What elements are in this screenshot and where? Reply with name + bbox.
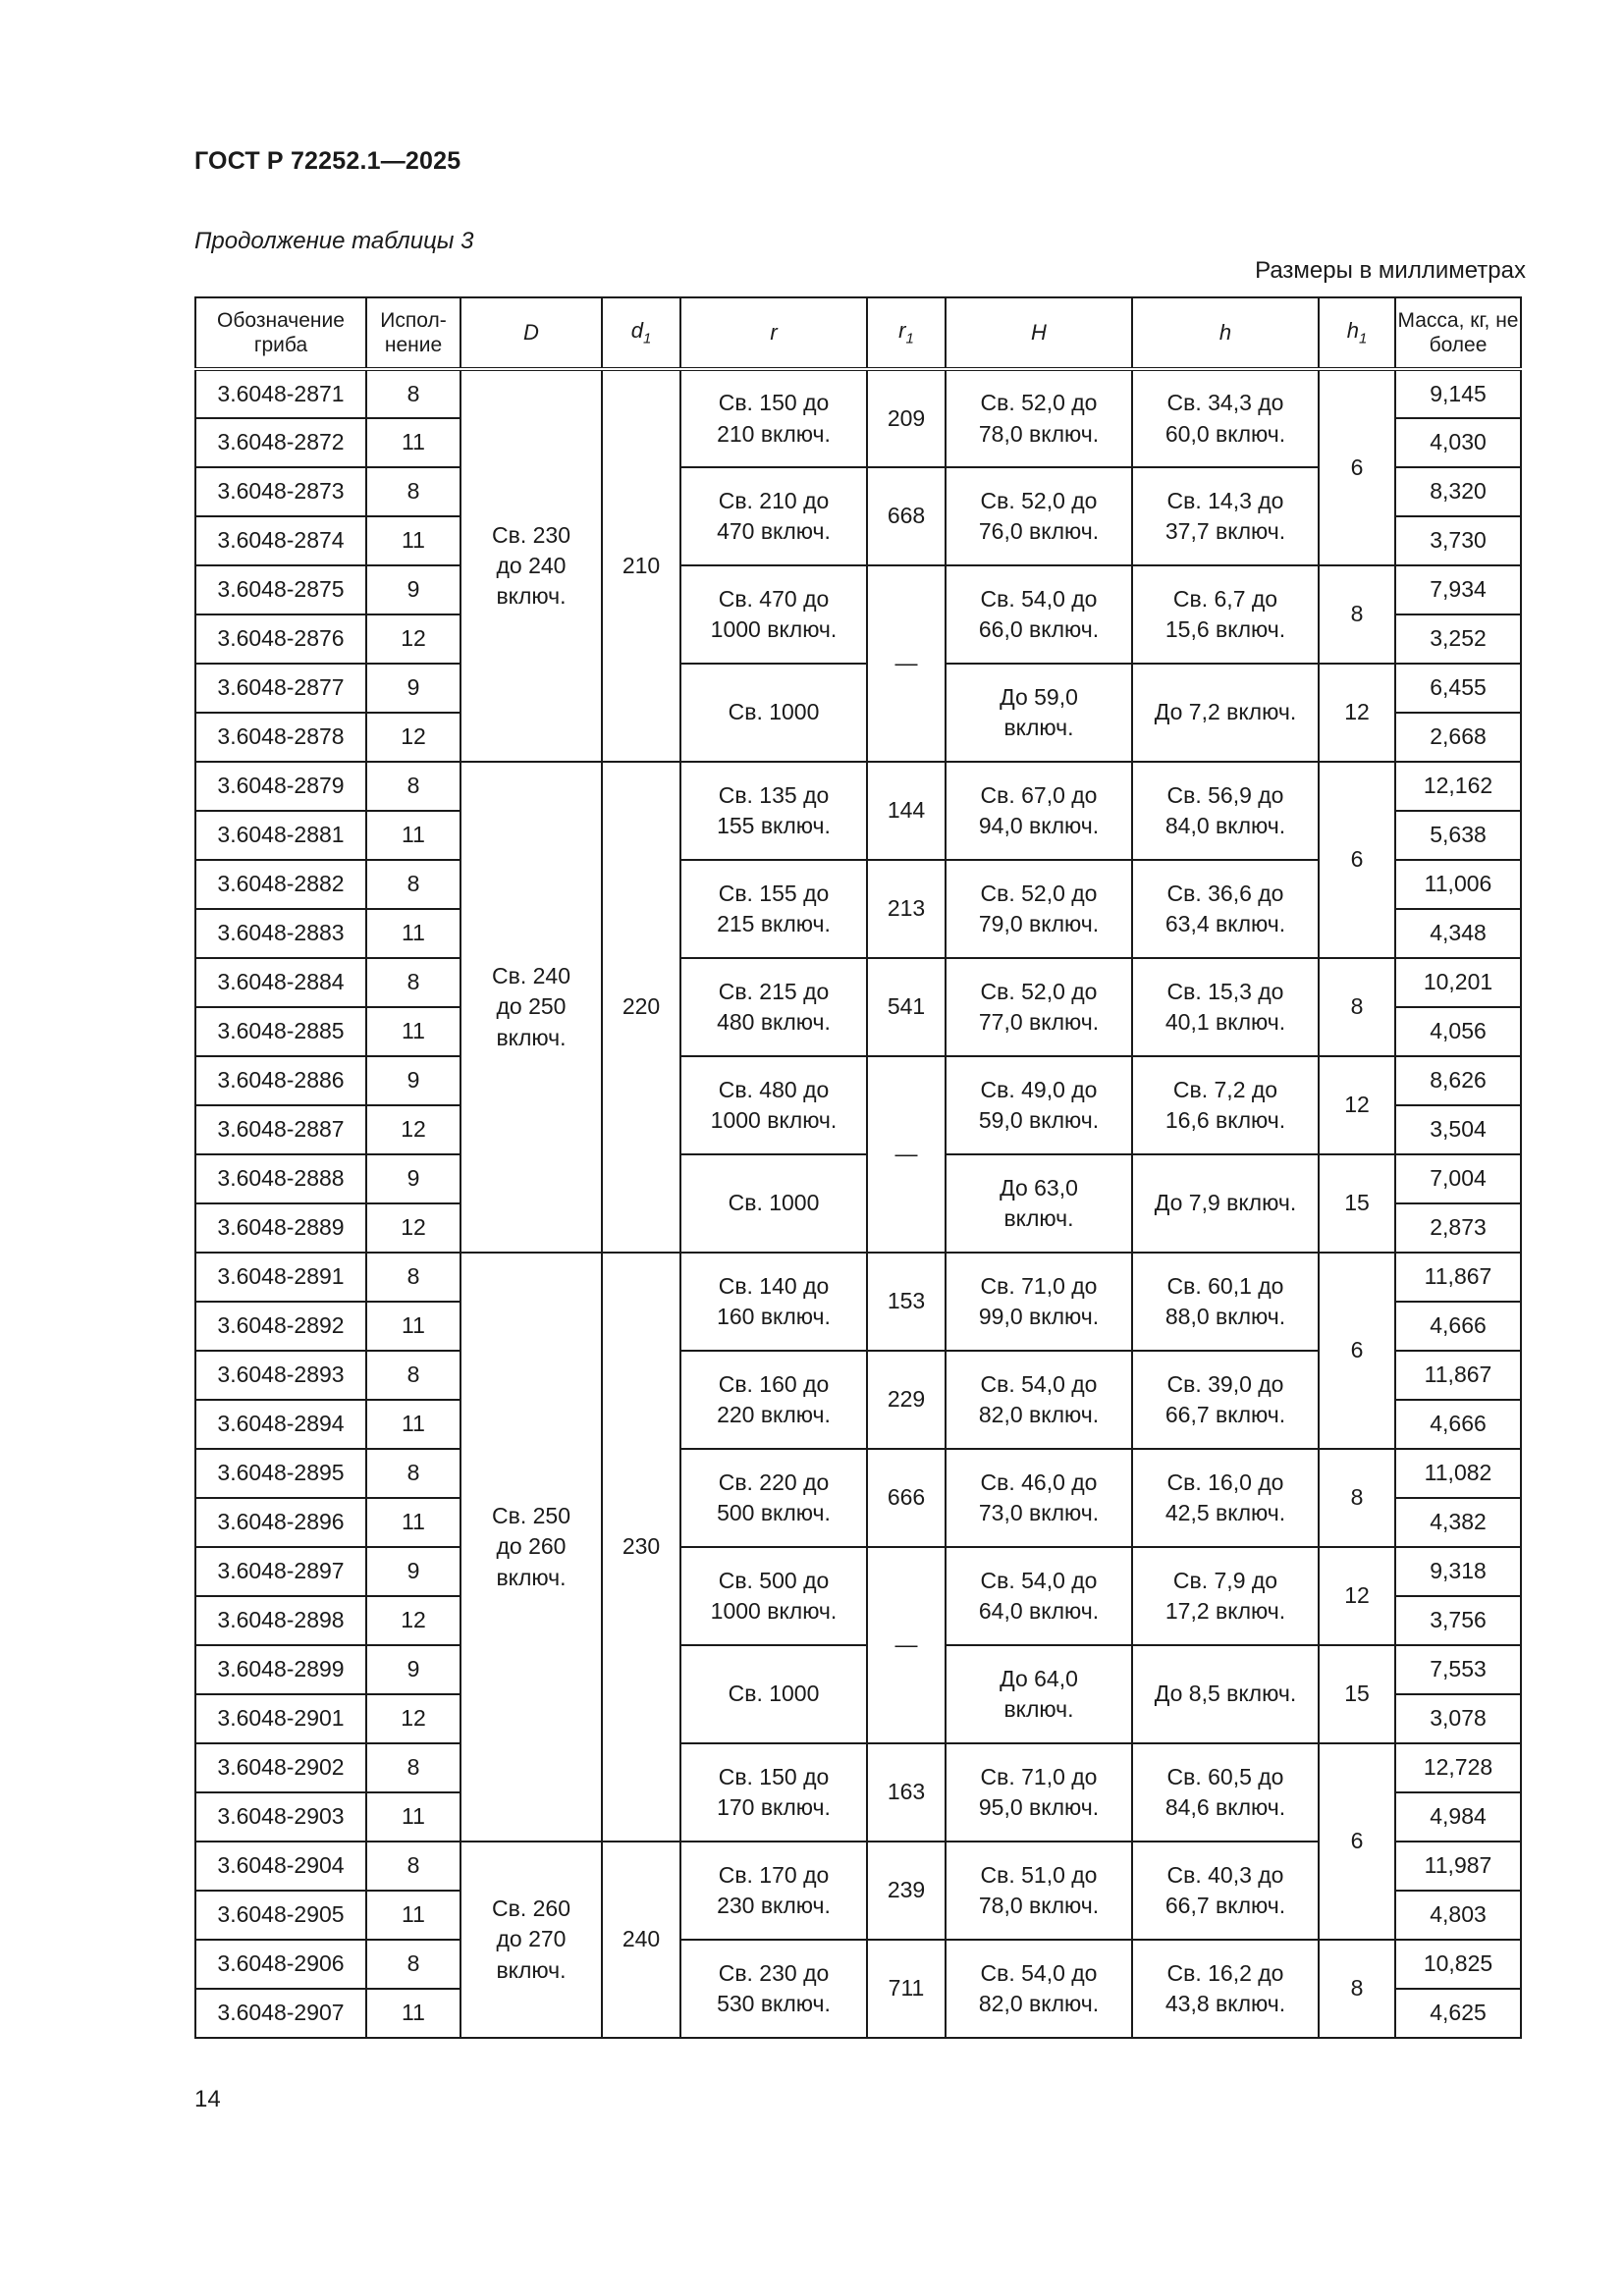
cell-h1: 8 [1319,958,1395,1056]
cell-H: Св. 51,0 до 78,0 включ. [946,1842,1132,1940]
cell-r1: 711 [867,1940,946,2038]
cell-r: Св. 470 до 1000 включ. [680,565,867,664]
cell-designation: 3.6048-2904 [195,1842,366,1891]
cell-H: Св. 71,0 до 95,0 включ. [946,1743,1132,1842]
cell-h1: 12 [1319,664,1395,762]
cell-D: Св. 230 до 240 включ. [460,369,602,762]
cell-designation: 3.6048-2872 [195,418,366,467]
table-row [195,762,1521,811]
cell-r: Св. 500 до 1000 включ. [680,1547,867,1645]
cell-version: 8 [366,860,460,909]
cell-designation: 3.6048-2882 [195,860,366,909]
cell-version: 8 [366,1449,460,1498]
cell-mass: 9,318 [1395,1547,1521,1596]
cell-designation: 3.6048-2874 [195,516,366,565]
units-note: Размеры в миллиметрах [1255,257,1526,284]
cell-designation: 3.6048-2895 [195,1449,366,1498]
cell-h: Св. 56,9 до 84,0 включ. [1132,762,1319,860]
cell-designation: 3.6048-2886 [195,1056,366,1105]
cell-designation: 3.6048-2893 [195,1351,366,1400]
cell-mass: 4,984 [1395,1792,1521,1842]
cell-h: Св. 6,7 до 15,6 включ. [1132,565,1319,664]
cell-version: 9 [366,664,460,713]
cell-h1: 12 [1319,1056,1395,1154]
cell-mass: 3,730 [1395,516,1521,565]
cell-r: Св. 160 до 220 включ. [680,1351,867,1449]
cell-mass: 11,867 [1395,1351,1521,1400]
cell-H: Св. 54,0 до 66,0 включ. [946,565,1132,664]
cell-version: 8 [366,1743,460,1792]
cell-H: Св. 46,0 до 73,0 включ. [946,1449,1132,1547]
cell-r: Св. 220 до 500 включ. [680,1449,867,1547]
cell-version: 8 [366,467,460,516]
cell-designation: 3.6048-2905 [195,1891,366,1940]
page-number: 14 [194,2086,221,2112]
cell-r: Св. 210 до 470 включ. [680,467,867,565]
col-header-H: H [946,297,1132,369]
cell-designation: 3.6048-2889 [195,1203,366,1253]
cell-version: 11 [366,1989,460,2038]
cell-mass: 11,082 [1395,1449,1521,1498]
table-header-row [195,297,1521,369]
cell-r: Св. 155 до 215 включ. [680,860,867,958]
cell-designation: 3.6048-2878 [195,713,366,762]
table-caption: Продолжение таблицы 3 [194,228,474,254]
cell-mass: 8,626 [1395,1056,1521,1105]
cell-h: Св. 34,3 до 60,0 включ. [1132,369,1319,467]
cell-h1: 8 [1319,565,1395,664]
cell-r1: 668 [867,467,946,565]
cell-version: 9 [366,565,460,614]
cell-r: Св. 135 до 155 включ. [680,762,867,860]
cell-r: Св. 150 до 210 включ. [680,369,867,467]
cell-designation: 3.6048-2876 [195,614,366,664]
cell-designation: 3.6048-2899 [195,1645,366,1694]
cell-h1: 15 [1319,1645,1395,1743]
cell-h: Св. 40,3 до 66,7 включ. [1132,1842,1319,1940]
cell-version: 12 [366,1694,460,1743]
cell-h: Св. 14,3 до 37,7 включ. [1132,467,1319,565]
col-header-mass: Масса, кг, не более [1395,297,1521,369]
cell-r1: — [867,565,946,762]
cell-mass: 8,320 [1395,467,1521,516]
cell-r1: — [867,1056,946,1253]
cell-mass: 7,553 [1395,1645,1521,1694]
cell-r1: 666 [867,1449,946,1547]
cell-H: Св. 49,0 до 59,0 включ. [946,1056,1132,1154]
cell-version: 11 [366,1891,460,1940]
cell-r1: 541 [867,958,946,1056]
cell-r1: 163 [867,1743,946,1842]
cell-H: До 64,0 включ. [946,1645,1132,1743]
cell-r: Св. 480 до 1000 включ. [680,1056,867,1154]
cell-h1: 6 [1319,762,1395,958]
cell-H: Св. 67,0 до 94,0 включ. [946,762,1132,860]
cell-mass: 11,006 [1395,860,1521,909]
cell-mass: 10,201 [1395,958,1521,1007]
cell-h: Св. 60,1 до 88,0 включ. [1132,1253,1319,1351]
cell-h: До 8,5 включ. [1132,1645,1319,1743]
cell-H: Св. 52,0 до 77,0 включ. [946,958,1132,1056]
cell-version: 9 [366,1056,460,1105]
cell-version: 11 [366,1007,460,1056]
cell-d1: 240 [602,1842,680,2038]
col-header-r: r [680,297,867,369]
cell-D: Св. 250 до 260 включ. [460,1253,602,1842]
cell-h1: 12 [1319,1547,1395,1645]
cell-h: До 7,2 включ. [1132,664,1319,762]
cell-version: 8 [366,1940,460,1989]
cell-r: Св. 1000 [680,1645,867,1743]
cell-designation: 3.6048-2875 [195,565,366,614]
cell-r: Св. 230 до 530 включ. [680,1940,867,2038]
cell-version: 12 [366,1203,460,1253]
cell-h: Св. 16,0 до 42,5 включ. [1132,1449,1319,1547]
cell-designation: 3.6048-2906 [195,1940,366,1989]
cell-version: 11 [366,1498,460,1547]
cell-h: Св. 60,5 до 84,6 включ. [1132,1743,1319,1842]
cell-mass: 3,252 [1395,614,1521,664]
cell-mass: 4,803 [1395,1891,1521,1940]
cell-designation: 3.6048-2879 [195,762,366,811]
cell-mass: 7,934 [1395,565,1521,614]
cell-designation: 3.6048-2871 [195,369,366,418]
cell-version: 12 [366,713,460,762]
col-header-d1: $d_1$ [602,297,680,369]
cell-mass: 9,145 [1395,369,1521,418]
cell-mass: 4,382 [1395,1498,1521,1547]
cell-version: 11 [366,909,460,958]
cell-designation: 3.6048-2881 [195,811,366,860]
cell-version: 9 [366,1645,460,1694]
table-row [195,958,1521,1007]
table-row [195,1743,1521,1792]
cell-h1: 6 [1319,1743,1395,1940]
cell-version: 8 [366,1253,460,1302]
cell-designation: 3.6048-2884 [195,958,366,1007]
cell-r1: 239 [867,1842,946,1940]
cell-h1: 8 [1319,1449,1395,1547]
cell-r1: 153 [867,1253,946,1351]
cell-mass: 12,728 [1395,1743,1521,1792]
cell-d1: 220 [602,762,680,1253]
table-row [195,1645,1521,1694]
cell-H: До 59,0 включ. [946,664,1132,762]
cell-designation: 3.6048-2887 [195,1105,366,1154]
table-row [195,664,1521,713]
cell-H: Св. 52,0 до 76,0 включ. [946,467,1132,565]
cell-h1: 6 [1319,1253,1395,1449]
cell-version: 8 [366,762,460,811]
cell-mass: 4,030 [1395,418,1521,467]
cell-mass: 4,625 [1395,1989,1521,2038]
col-header-r1: $r_1$ [867,297,946,369]
cell-mass: 4,666 [1395,1400,1521,1449]
cell-designation: 3.6048-2902 [195,1743,366,1792]
cell-version: 8 [366,1351,460,1400]
cell-designation: 3.6048-2892 [195,1302,366,1351]
document-code: ГОСТ Р 72252.1—2025 [194,147,461,175]
table-row [195,1940,1521,1989]
cell-version: 11 [366,811,460,860]
cell-version: 8 [366,1842,460,1891]
cell-version: 11 [366,418,460,467]
cell-r: Св. 215 до 480 включ. [680,958,867,1056]
cell-r1: 209 [867,369,946,467]
cell-version: 9 [366,1547,460,1596]
cell-designation: 3.6048-2885 [195,1007,366,1056]
cell-version: 11 [366,1302,460,1351]
cell-mass: 11,867 [1395,1253,1521,1302]
cell-r: Св. 150 до 170 включ. [680,1743,867,1842]
cell-version: 12 [366,614,460,664]
col-header-designation: Обозначение гриба [195,297,366,369]
cell-r: Св. 1000 [680,1154,867,1253]
cell-mass: 2,873 [1395,1203,1521,1253]
cell-mass: 2,668 [1395,713,1521,762]
col-header-h: h [1132,297,1319,369]
cell-mass: 6,455 [1395,664,1521,713]
cell-h1: 15 [1319,1154,1395,1253]
table-row [195,1154,1521,1203]
cell-designation: 3.6048-2898 [195,1596,366,1645]
cell-designation: 3.6048-2891 [195,1253,366,1302]
cell-h: Св. 36,6 до 63,4 включ. [1132,860,1319,958]
cell-h: До 7,9 включ. [1132,1154,1319,1253]
cell-mass: 12,162 [1395,762,1521,811]
cell-version: 9 [366,1154,460,1203]
cell-designation: 3.6048-2896 [195,1498,366,1547]
cell-H: Св. 52,0 до 78,0 включ. [946,369,1132,467]
cell-designation: 3.6048-2877 [195,664,366,713]
cell-mass: 11,987 [1395,1842,1521,1891]
cell-designation: 3.6048-2903 [195,1792,366,1842]
cell-mass: 10,825 [1395,1940,1521,1989]
table-row [195,369,1521,418]
col-header-version: Испол-нение [366,297,460,369]
cell-H: Св. 54,0 до 82,0 включ. [946,1351,1132,1449]
table-row [195,1056,1521,1105]
col-header-D: D [460,297,602,369]
cell-mass: 3,756 [1395,1596,1521,1645]
cell-version: 11 [366,1400,460,1449]
cell-version: 8 [366,369,460,418]
table-row [195,1253,1521,1302]
cell-h1: 6 [1319,369,1395,565]
cell-designation: 3.6048-2883 [195,909,366,958]
cell-d1: 210 [602,369,680,762]
table-row [195,1547,1521,1596]
cell-designation: 3.6048-2873 [195,467,366,516]
cell-H: Св. 71,0 до 99,0 включ. [946,1253,1132,1351]
cell-designation: 3.6048-2901 [195,1694,366,1743]
cell-h1: 8 [1319,1940,1395,2038]
cell-version: 8 [366,958,460,1007]
cell-mass: 4,056 [1395,1007,1521,1056]
cell-H: До 63,0 включ. [946,1154,1132,1253]
cell-D: Св. 240 до 250 включ. [460,762,602,1253]
cell-mass: 3,078 [1395,1694,1521,1743]
cell-H: Св. 54,0 до 82,0 включ. [946,1940,1132,2038]
cell-d1: 230 [602,1253,680,1842]
cell-r1: 144 [867,762,946,860]
cell-version: 12 [366,1596,460,1645]
cell-mass: 5,638 [1395,811,1521,860]
cell-h: Св. 7,2 до 16,6 включ. [1132,1056,1319,1154]
cell-H: Св. 52,0 до 79,0 включ. [946,860,1132,958]
cell-designation: 3.6048-2888 [195,1154,366,1203]
cell-mass: 4,666 [1395,1302,1521,1351]
cell-r1: 229 [867,1351,946,1449]
cell-mass: 3,504 [1395,1105,1521,1154]
cell-version: 12 [366,1105,460,1154]
cell-h: Св. 7,9 до 17,2 включ. [1132,1547,1319,1645]
cell-r1: — [867,1547,946,1743]
cell-designation: 3.6048-2907 [195,1989,366,2038]
cell-r: Св. 1000 [680,664,867,762]
table-row [195,1449,1521,1498]
cell-h: Св. 39,0 до 66,7 включ. [1132,1351,1319,1449]
cell-mass: 4,348 [1395,909,1521,958]
cell-r: Св. 140 до 160 включ. [680,1253,867,1351]
table-body [195,369,1521,2038]
cell-version: 11 [366,1792,460,1842]
cell-r1: 213 [867,860,946,958]
col-header-h1: $h_1$ [1319,297,1395,369]
cell-version: 11 [366,516,460,565]
cell-D: Св. 260 до 270 включ. [460,1842,602,2038]
cell-H: Св. 54,0 до 64,0 включ. [946,1547,1132,1645]
cell-designation: 3.6048-2894 [195,1400,366,1449]
cell-h: Св. 15,3 до 40,1 включ. [1132,958,1319,1056]
cell-mass: 7,004 [1395,1154,1521,1203]
cell-h: Св. 16,2 до 43,8 включ. [1132,1940,1319,2038]
table-row [195,565,1521,614]
cell-designation: 3.6048-2897 [195,1547,366,1596]
dimensions-table [194,296,1522,2039]
cell-r: Св. 170 до 230 включ. [680,1842,867,1940]
